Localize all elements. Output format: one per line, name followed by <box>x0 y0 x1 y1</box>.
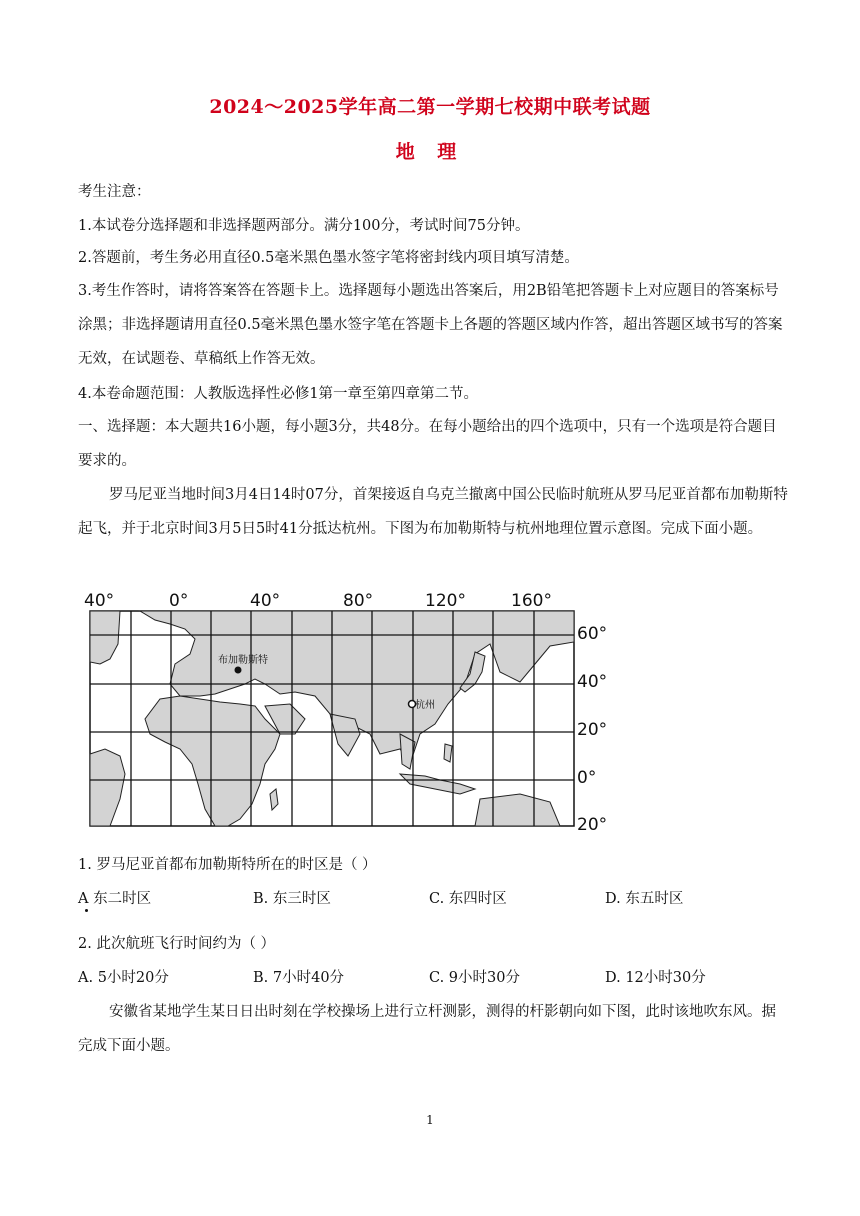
lon-label-40e: 40° <box>250 591 281 611</box>
section-heading: 一、选择题：本大题共16小题，每小题3分，共48分。在每小题给出的四个选项中，只有一个选项是符合题目要求的。 <box>78 419 777 469</box>
notice-item-1: 1.本试卷分选择题和非选择题两部分。满分100分，考试时间75分钟。 <box>78 218 530 234</box>
lat-label-60n: 60° <box>577 624 608 644</box>
notice-item-2: 2.答题前，考生务必用直径0.5毫米黑色墨水签字笔将密封线内项目填写清楚。 <box>78 250 579 266</box>
hangzhou-label: 杭州 <box>415 700 435 711</box>
lat-label-20n: 20° <box>577 720 608 740</box>
lat-label-0: 0° <box>577 768 597 788</box>
q1-option-b[interactable]: B. 东三时区 <box>253 891 331 907</box>
notice-item-4: 4.本卷命题范围：人教版选择性必修1第一章至第四章第二节。 <box>78 386 479 402</box>
question-2-stem: 2. 此次航班飞行时间约为（ ） <box>78 936 276 952</box>
lon-label-0: 0° <box>169 591 189 611</box>
lon-label-40w: 40° <box>84 591 115 611</box>
lon-label-160e: 160° <box>511 591 552 611</box>
lat-label-20s: 20° <box>577 815 608 834</box>
q2-option-d[interactable]: D. 12小时30分 <box>605 970 706 986</box>
passage-2: 安徽省某地学生某日日出时刻在学校操场上进行立杆测影，测得的杆影朝向如下图，此时该地吹东风。据完成下面小题。 <box>78 1004 776 1054</box>
world-map-svg <box>80 584 620 834</box>
notice-item-3: 3.考生作答时，请将答案答在答题卡上。选择题每小题选出答案后，用2B铅笔把答题卡上对应题目的答案标号涂黑；非选择题请用直径0.5毫米黑色墨水签字笔在答题卡上各题的答题区域内作答，超出答题区域书写的答案无效，在试题卷、草稿纸上作答无效。 <box>78 283 783 367</box>
location-map <box>80 584 620 834</box>
passage-1: 罗马尼亚当地时间3月4日14时07分，首架接返自乌克兰撤离中国公民临时航班从罗马尼亚首都布加勒斯特起飞，并于北京时间3月5日5时41分抵达杭州。下图为布加勒斯特与杭州地理位置示意图。完成下面小题。 <box>78 487 788 537</box>
stray-dot <box>85 909 88 912</box>
lon-label-120e: 120° <box>425 591 466 611</box>
q2-option-a[interactable]: A. 5小时20分 <box>78 970 169 986</box>
q1-option-d[interactable]: D. 东五时区 <box>605 891 684 907</box>
q1-option-a[interactable]: A 东二时区 <box>78 891 152 907</box>
question-1-stem: 1. 罗马尼亚首都布加勒斯特所在的时区是（ ） <box>78 857 377 873</box>
q2-option-b[interactable]: B. 7小时40分 <box>253 970 345 986</box>
bucharest-label: 布加勒斯特 <box>218 655 268 666</box>
lon-label-80e: 80° <box>343 591 374 611</box>
page-number: 1 <box>426 1113 434 1127</box>
q1-option-c[interactable]: C. 东四时区 <box>429 891 507 907</box>
q2-option-c[interactable]: C. 9小时30分 <box>429 970 520 986</box>
subject-title: 地 理 <box>395 141 465 163</box>
bucharest-marker <box>235 667 242 674</box>
notice-heading: 考生注意： <box>78 184 151 200</box>
lat-label-40n: 40° <box>577 672 608 692</box>
exam-title: 2024～2025学年高二第一学期七校期中联考试题 <box>209 96 651 118</box>
